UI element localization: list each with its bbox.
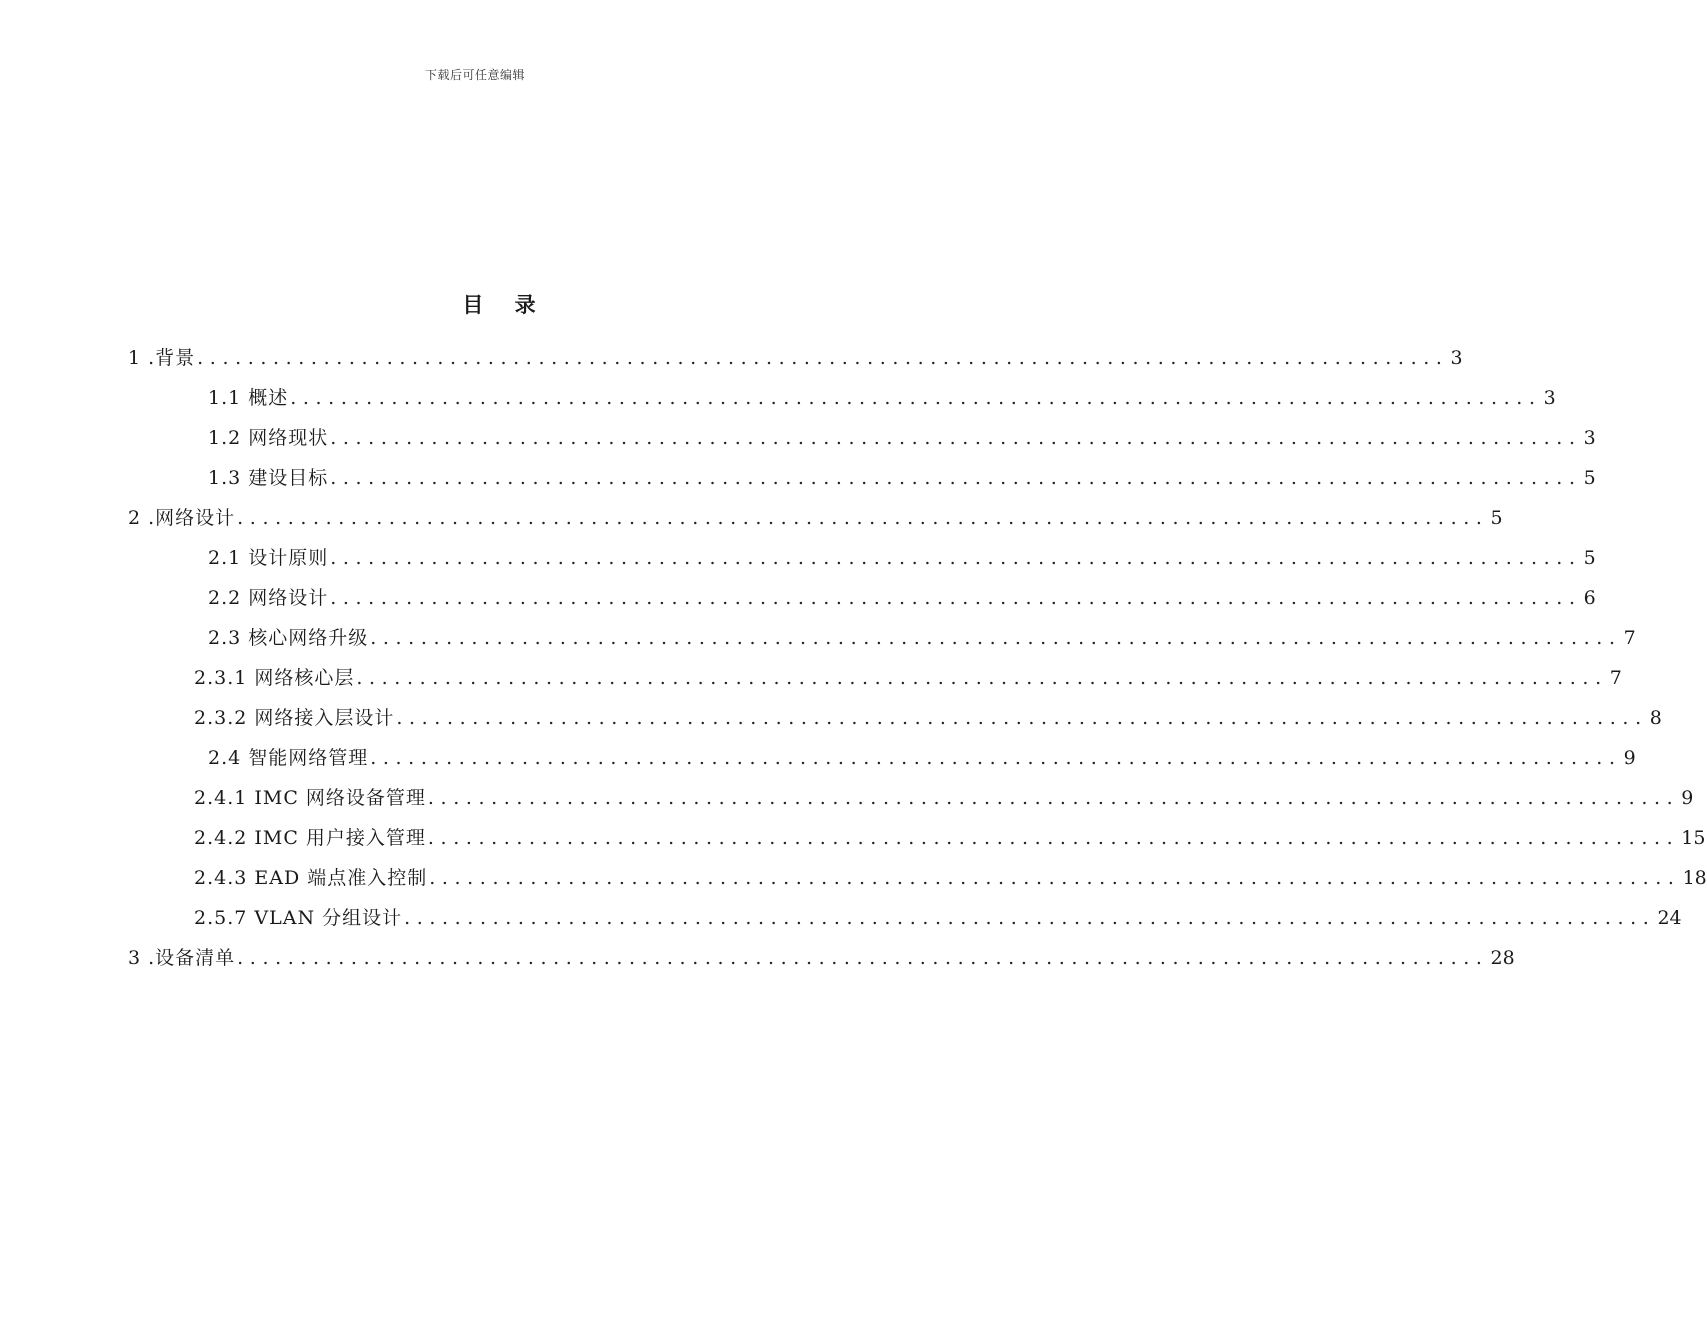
toc-page-number: 7 <box>1623 627 1636 649</box>
toc-entry-label: 2.4 智能网络管理 <box>208 747 369 769</box>
toc-entry-label: 1.1 概述 <box>208 387 289 409</box>
toc-dot-leader: ................................................................................................... <box>429 867 1681 889</box>
toc-dot-leader: ................................................................................................... <box>356 667 1608 689</box>
toc-entry-label: 2 .网络设计 <box>128 507 236 529</box>
toc-dot-leader: ................................................................................................... <box>427 787 1680 809</box>
toc-page-number: 5 <box>1583 547 1596 569</box>
toc-entry-label: 2.4.1 IMC 网络设备管理 <box>194 787 426 809</box>
toc-entry-3[interactable] <box>128 944 1515 972</box>
toc-entry-label: 1 .背景 <box>128 347 196 369</box>
toc-page-number: 3 <box>1543 387 1556 409</box>
toc-dot-leader: ................................................................................................... <box>290 387 1542 409</box>
toc-dot-leader: ................................................................................................... <box>330 427 1582 449</box>
toc-entry-2-3-1[interactable] <box>194 664 1622 692</box>
toc-page-number: 9 <box>1623 747 1636 769</box>
toc-entry-label: 2.1 设计原则 <box>208 547 329 569</box>
toc-entry-2-3-2[interactable] <box>194 704 1662 732</box>
toc-entry-2[interactable] <box>128 504 1503 532</box>
toc-page-number: 28 <box>1490 947 1515 969</box>
toc-entry-label: 2.3.2 网络接入层设计 <box>194 707 395 729</box>
toc-page-number: 15 <box>1681 827 1706 849</box>
toc-dot-leader: ................................................................................................... <box>404 907 1656 929</box>
toc-page-number: 7 <box>1609 667 1622 689</box>
toc-entry-2-1[interactable] <box>208 544 1596 572</box>
toc-entry-2-4-3[interactable] <box>194 864 1707 892</box>
toc-entry-label: 3 .设备清单 <box>128 947 236 969</box>
toc-entry-label: 2.3 核心网络升级 <box>208 627 369 649</box>
toc-dot-leader: ................................................................................................... <box>427 827 1680 849</box>
toc-entry-1[interactable] <box>128 344 1463 372</box>
toc-page-number: 3 <box>1583 427 1596 449</box>
toc-entry-1-2[interactable] <box>208 424 1596 452</box>
toc-entry-2-5-7[interactable] <box>194 904 1682 932</box>
toc-dot-leader: ................................................................................................... <box>370 747 1622 769</box>
toc-entry-2-4[interactable] <box>208 744 1636 772</box>
toc-entry-2-3[interactable] <box>208 624 1636 652</box>
toc-page-number: 18 <box>1682 867 1707 889</box>
toc-dot-leader: ................................................................................................... <box>237 947 1489 969</box>
toc-entry-2-4-1[interactable] <box>194 784 1694 812</box>
toc-page-number: 9 <box>1681 787 1694 809</box>
toc-entry-label: 2.5.7 VLAN 分组设计 <box>194 907 403 929</box>
toc-page-number: 5 <box>1490 507 1503 529</box>
toc-dot-leader: ................................................................................................... <box>396 707 1648 729</box>
toc-page-number: 24 <box>1657 907 1682 929</box>
toc-entry-label: 2.4.2 IMC 用户接入管理 <box>194 827 426 849</box>
toc-title: 目 录 <box>462 292 548 317</box>
toc-dot-leader: ................................................................................................... <box>237 507 1489 529</box>
toc-entry-2-4-2[interactable] <box>194 824 1706 852</box>
toc-entry-label: 2.4.3 EAD 端点准入控制 <box>194 867 428 889</box>
toc-dot-leader: ................................................................................................... <box>370 627 1622 649</box>
toc-page-number: 6 <box>1583 587 1596 609</box>
toc-page-number: 5 <box>1583 467 1596 489</box>
toc-entry-1-1[interactable] <box>208 384 1556 412</box>
toc-page-number: 8 <box>1649 707 1662 729</box>
toc-dot-leader: ................................................................................................... <box>330 547 1582 569</box>
toc-dot-leader: ................................................................................................... <box>330 467 1582 489</box>
toc-entry-label: 2.3.1 网络核心层 <box>194 667 355 689</box>
toc-entry-label: 1.3 建设目标 <box>208 467 329 489</box>
toc-dot-leader: ................................................................................................... <box>197 347 1449 369</box>
toc-entry-1-3[interactable] <box>208 464 1596 492</box>
toc-entry-2-2[interactable] <box>208 584 1596 612</box>
page-header-note: 下载后可任意编辑 <box>424 68 525 82</box>
toc-entry-label: 1.2 网络现状 <box>208 427 329 449</box>
toc-dot-leader: ................................................................................................... <box>330 587 1582 609</box>
toc-page-number: 3 <box>1450 347 1463 369</box>
toc-entry-label: 2.2 网络设计 <box>208 587 329 609</box>
